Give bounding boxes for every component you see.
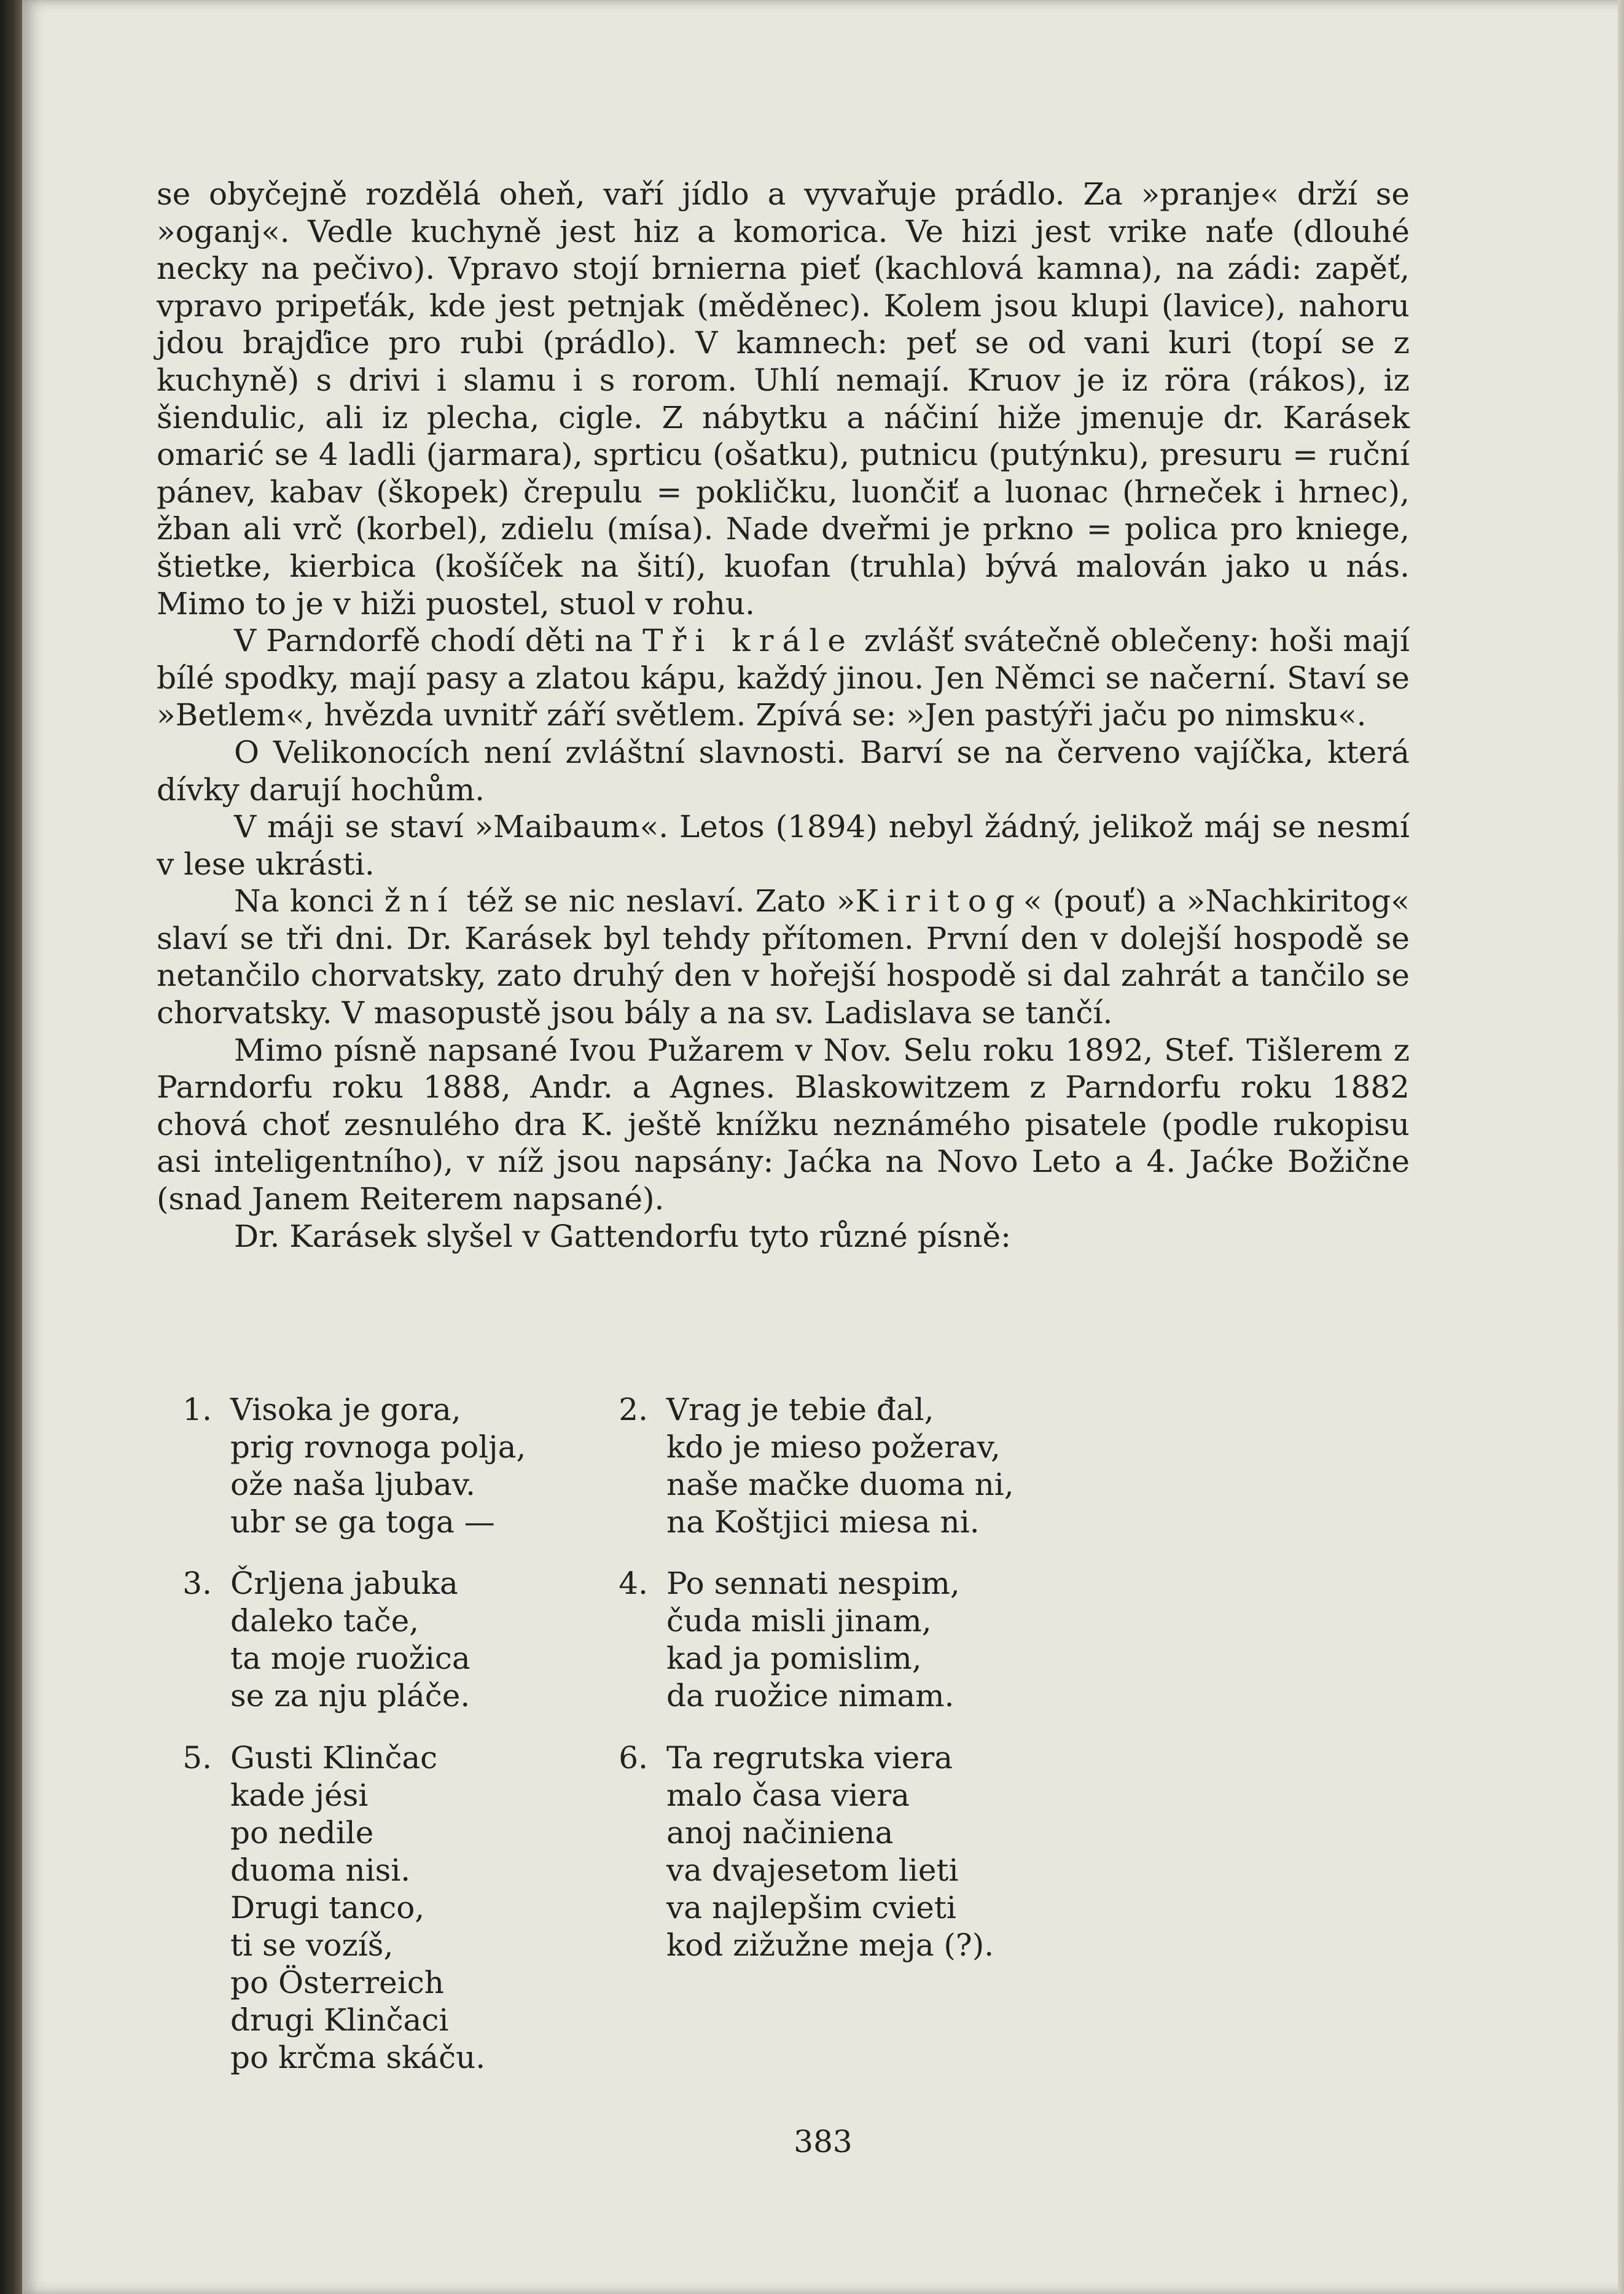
paragraph-three-kings: V Parndorfě chodí děti na Tři krále zvlášť svátečně oblečeny: hoši mají bílé spodky, mají pasy a zlatou kápu, každý jinou. Jen Němci se načerní. Staví se »Betlem«, hvězda uvnitř září světlem. Zpívá se: »Jen pastýři jaču po nimsku«. xyxy=(157,623,1410,733)
book-spine-shadow xyxy=(0,0,23,2294)
song-lines: Po sennati nespim, čuda misli jinam, kad ja pomislim, da ruožice nimam. xyxy=(666,1566,960,1714)
paragraph-harvest: Na konci žní též se nic neslaví. Zato »Kiritog« (pouť) a »Nachkiritog« slaví se tři dni. Dr. Karásek byl tehdy přítomen. První den v dolejší hospodě se netančilo chorvatsky, zato druhý den v hořejší hospodě si dal zahrát a tančilo se chorvatsky. V masopustě jsou bály a na sv. Ladislava se tančí. xyxy=(157,883,1410,1031)
song-number: 4. xyxy=(619,1566,648,1601)
song-number: 6. xyxy=(619,1740,648,1776)
paragraph-songs-intro: Dr. Karásek slyšel v Gattendorfu tyto různé písně: xyxy=(234,1218,1011,1254)
song-lines: Visoka je gora, prig rovnoga polja, ože naša ljubav. ubr se ga toga — xyxy=(230,1392,526,1540)
body-text xyxy=(157,176,1410,1255)
song-number: 2. xyxy=(619,1392,648,1427)
song-lines: Gusti Klinčac kade jési po nedile duoma nisi. Drugi tanco, ti se vozíš, po Österreich drugi Klinčaci po krčma skáču. xyxy=(230,1740,486,2075)
paragraph-kitchen-description: se obyčejně rozdělá oheň, vaří jídlo a vyvařuje prádlo. Za »pranje« drží se »oganj«. Vedle kuchyně jest hiz a komorica. Ve hizi jest vrike naťe (dlouhé necky na pečivo). Vpravo stojí brnierna pieť (kachlová kamna), na zádi: zapěť, vpravo pripeťák, kde jest petnjak (měděnec). Kolem jsou klupi (lavice), nahoru jdou brajďice pro rubi (prádlo). V kamnech: peť se od vani kuri (topí se z kuchyně) s drivi i slamu i s rorom. Uhlí nemají. Kruov je iz röra (rákos), iz šiendulic, ali iz plecha, cigle. Z nábytku a náčiní hiže jmenuje dr. Karásek omarić se 4 ladli (jarmara), sprticu (ošatku), putnicu (putýnku), presuru = ruční pánev, kabav (škopek) črepulu = pokličku, luončiť a luonac (hrneček i hrnec), žban ali vrč (korbel), zdielu (mísa). Nade dveřmi je prkno = polica pro kniege, štietke, kierbica (košíček na šití), kuofan (truhla) bývá malován jako u nás. Mimo to je v hiži puostel, stuol v rohu. xyxy=(157,176,1410,622)
page-edge xyxy=(1618,0,1624,2294)
song-number: 5. xyxy=(182,1740,212,1776)
book-page xyxy=(22,0,1624,2294)
page-number: 383 xyxy=(794,2124,853,2159)
song-lines: Vrag je tebie đal, kdo je mieso požerav, naše mačke duoma ni, na Koštjici miesa ni. xyxy=(666,1392,1014,1540)
emphasized-term: žní xyxy=(384,883,456,919)
song-lines: Črljena jabuka daleko tače, ta moje ruožica se za nju pláče. xyxy=(230,1566,470,1714)
emphasized-term: Kiritog xyxy=(855,883,1023,919)
song-lines: Ta regrutska viera malo časa viera anoj načiniena va dvajesetom lieti va najlepšim cvieti kod zižužne meja (?). xyxy=(666,1740,994,1963)
paragraph-easter: O Velikonocích není zvláštní slavnosti. Barví se na červeno vajíčka, která dívky darují hochům. xyxy=(157,734,1410,808)
paragraph-maibaum: V máji se staví »Maibaum«. Letos (1894) nebyl žádný, jelikož máj se nesmí v lese ukrásti. xyxy=(157,809,1410,882)
paragraph-songs-sources: Mimo písně napsané Ivou Pužarem v Nov. Selu roku 1892, Stef. Tišlerem z Parndorfu roku 1888, Andr. a Agnes. Blaskowitzem z Parndorfu roku 1882 chová choť zesnulého dra K. ještě knížku neznámého pisatele (podle rukopisu asi inteligentního), v níž jsou napsány: Jaćka na Novo Leto a 4. Jaćke Božične (snad Janem Reiterem napsané). xyxy=(157,1032,1410,1217)
song-number: 3. xyxy=(182,1566,212,1601)
emphasized-term: Tři krále xyxy=(642,623,854,659)
song-number: 1. xyxy=(182,1392,212,1427)
